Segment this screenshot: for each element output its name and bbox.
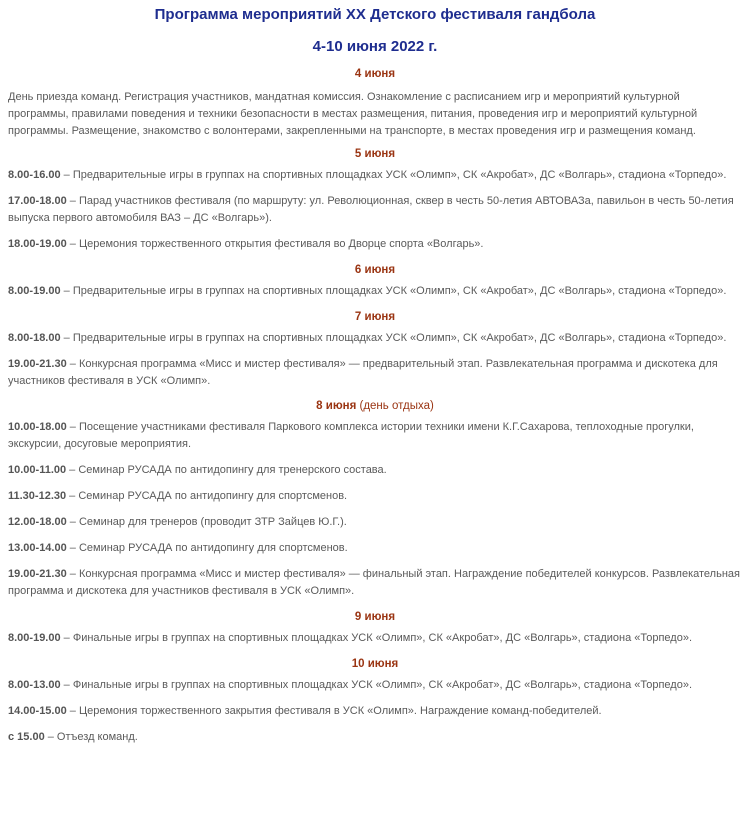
schedule-document (0, 5, 750, 746)
event-time: 8.00-13.00 (8, 679, 61, 691)
day-note: (день отдыха) (356, 400, 434, 412)
event-description: – Семинар РУСАДА по антидопингу для тренерского состава. (66, 464, 387, 476)
event-time: 8.00-19.00 (8, 632, 61, 644)
page-title: Программа мероприятий XX Детского фестиваля гандбола (154, 6, 596, 23)
event-time: 11.30-12.30 (8, 490, 67, 502)
schedule-item (8, 462, 742, 479)
event-time: 8.00-18.00 (8, 332, 61, 344)
page-subtitle-dates: 4-10 июня 2022 г. (312, 38, 438, 55)
day-heading (8, 67, 742, 81)
event-description: – Посещение участниками фестиваля Паркового комплекса истории техники имени К.Г.Сахарова, теплоходные прогулки, экскурсии, досуговые мероприятия. (8, 421, 694, 450)
schedule-item (8, 514, 742, 531)
schedule-item (8, 540, 742, 557)
schedule-item (8, 167, 742, 184)
event-description: – Предварительные игры в группах на спортивных площадках УСК «Олимп», СК «Акробат», ДС «Волгарь», стадиона «Торпедо». (60, 169, 727, 181)
event-description: – Конкурсная программа «Мисс и мистер фестиваля» — предварительный этап. Развлекательная программа и дискотека для участников фестиваля в УСК «Олимп». (8, 358, 718, 387)
event-time: 19.00-21.30 (8, 358, 67, 370)
event-description: – Предварительные игры в группах на спортивных площадках УСК «Олимп», СК «Акробат», ДС «Волгарь», стадиона «Торпедо». (60, 332, 727, 344)
schedule-item (8, 566, 742, 600)
day-date: 4 июня (354, 68, 396, 80)
day-heading (8, 147, 742, 161)
schedule-item (8, 630, 742, 647)
day-heading (8, 263, 742, 277)
event-description: – Финальные игры в группах на спортивных площадках УСК «Олимп», СК «Акробат», ДС «Волгарь», стадиона «Торпедо». (60, 632, 693, 644)
event-description: День приезда команд. Регистрация участников, мандатная комиссия. Ознакомление с расписанием игр и мероприятий культурной программы, правилами поведения и техники безопасности в местах размещения, питания, проведения игр и мероприятий культурной программы. Размещение, знакомство с волонтерами, закрепленными на транспорте, в местах проведения игр и размещения команд. (8, 91, 698, 137)
event-time: 18.00-19.00 (8, 238, 67, 250)
event-description: – Конкурсная программа «Мисс и мистер фестиваля» — финальный этап. Награждение победителей конкурсов. Развлекательная программа и дискотека для участников фестиваля в УСК «Олимп». (8, 568, 740, 597)
event-description: – Церемония торжественного открытия фестиваля во Дворце спорта «Волгарь». (66, 238, 484, 250)
event-description: – Семинар для тренеров (проводит ЗТР Зайцев Ю.Г.). (66, 516, 347, 528)
event-description: – Парад участников фестиваля (по маршруту: ул. Революционная, сквер в честь 50-летия АВТОВАЗа, павильон в честь 50-летия выпуска первого автомобиля ВАЗ – ДС «Волгарь»). (8, 195, 734, 224)
event-description: – Церемония торжественного закрытия фестиваля в УСК «Олимп». Награждение команд-победителей. (66, 705, 602, 717)
day-date: 10 июня (351, 658, 399, 670)
schedule-item (8, 677, 742, 694)
event-description: – Финальные игры в группах на спортивных площадках УСК «Олимп», СК «Акробат», ДС «Волгарь», стадиона «Торпедо». (60, 679, 693, 691)
schedule-item (8, 236, 742, 253)
day-date: 7 июня (354, 311, 396, 323)
event-time: с 15.00 (8, 731, 45, 743)
day-heading (8, 310, 742, 324)
event-time: 12.00-18.00 (8, 516, 67, 528)
schedule-item (8, 488, 742, 505)
day-date: 5 июня (354, 148, 396, 160)
event-time: 17.00-18.00 (8, 195, 67, 207)
schedule-item (8, 703, 742, 720)
schedule-days (8, 67, 742, 746)
day-date: 6 июня (354, 264, 396, 276)
day-heading (8, 399, 742, 413)
day-date: 8 июня (316, 400, 357, 412)
schedule-item (8, 419, 742, 453)
event-description: – Семинар РУСАДА по антидопингу для спортсменов. (66, 542, 348, 554)
event-description: – Отъезд команд. (44, 731, 138, 743)
event-description: – Семинар РУСАДА по антидопингу для спортсменов. (66, 490, 348, 502)
event-time: 19.00-21.30 (8, 568, 67, 580)
event-time: 10.00-18.00 (8, 421, 67, 433)
day-heading (8, 657, 742, 671)
schedule-item (8, 283, 742, 300)
day-date: 9 июня (354, 611, 396, 623)
event-description: – Предварительные игры в группах на спортивных площадках УСК «Олимп», СК «Акробат», ДС «Волгарь», стадиона «Торпедо». (60, 285, 727, 297)
schedule-item (8, 89, 742, 140)
schedule-item (8, 729, 742, 746)
schedule-item (8, 193, 742, 227)
event-time: 8.00-16.00 (8, 169, 61, 181)
day-heading (8, 610, 742, 624)
event-time: 10.00-11.00 (8, 464, 67, 476)
schedule-item (8, 356, 742, 390)
event-time: 13.00-14.00 (8, 542, 67, 554)
event-time: 14.00-15.00 (8, 705, 67, 717)
schedule-item (8, 330, 742, 347)
event-time: 8.00-19.00 (8, 285, 61, 297)
